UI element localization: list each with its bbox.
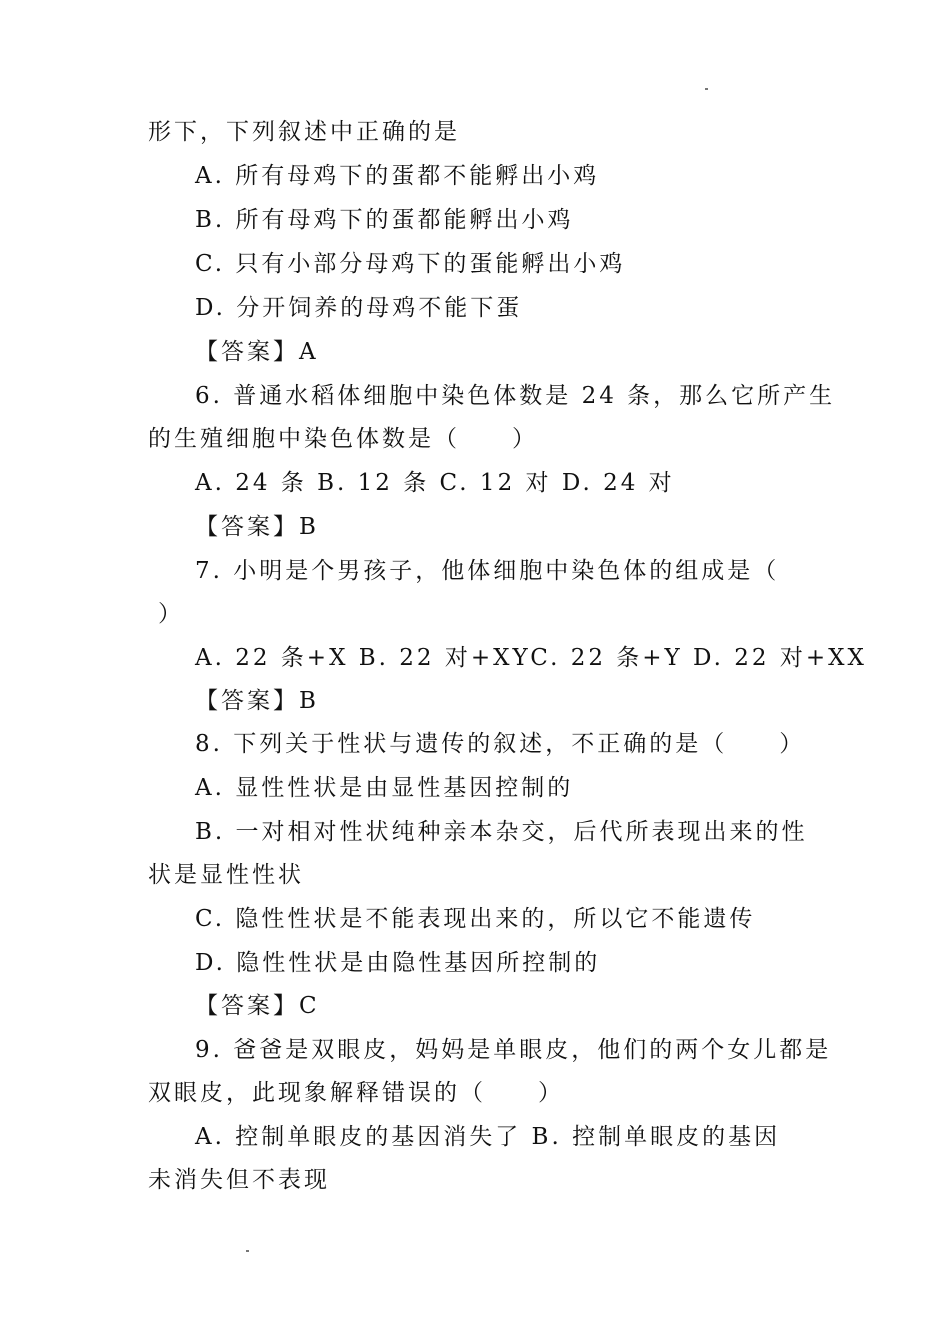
option-c-line: C. 只有小部分母鸡下的蛋能孵出小鸡 xyxy=(195,251,626,277)
answer-line: 【答案】C xyxy=(195,993,320,1019)
question-7-options: A. 22 条+X B. 22 对+XYC. 22 条+Y D. 22 对+XX xyxy=(195,645,867,671)
question-7-line-2: ） xyxy=(158,601,184,627)
option-c-line: C. 隐性性状是不能表现出来的，所以它不能遗传 xyxy=(195,906,756,932)
text-line-1: 形下，下列叙述中正确的是 xyxy=(148,119,460,145)
question-9-line-2: 双眼皮，此现象解释错误的（ ） xyxy=(148,1080,564,1106)
answer-line: 【答案】B xyxy=(195,514,319,540)
question-9-options-line-1: A. 控制单眼皮的基因消失了 B. 控制单眼皮的基因 xyxy=(195,1124,781,1150)
scan-mark-top xyxy=(705,88,708,90)
option-a-line: A. 所有母鸡下的蛋都不能孵出小鸡 xyxy=(195,163,600,189)
answer-line: 【答案】A xyxy=(195,339,319,365)
question-7-line-1: 7. 小明是个男孩子，他体细胞中染色体的组成是（ xyxy=(195,558,780,584)
option-d-line: D. 分开饲养的母鸡不能下蛋 xyxy=(195,295,523,321)
question-6-line-1: 6. 普通水稻体细胞中染色体数是 24 条，那么它所产生 xyxy=(195,383,836,409)
question-8-line: 8. 下列关于性状与遗传的叙述，不正确的是（ ） xyxy=(195,731,806,757)
question-6-line-2: 的生殖细胞中染色体数是（ ） xyxy=(148,426,538,452)
option-b-line: B. 所有母鸡下的蛋都能孵出小鸡 xyxy=(195,207,574,233)
question-9-line-1: 9. 爸爸是双眼皮，妈妈是单眼皮，他们的两个女儿都是 xyxy=(195,1037,832,1063)
option-b-line-2: 状是显性性状 xyxy=(148,862,304,888)
question-6-options: A. 24 条 B. 12 条 C. 12 对 D. 24 对 xyxy=(195,470,675,496)
option-a-line: A. 显性性状是由显性基因控制的 xyxy=(195,775,574,801)
scan-mark-bottom xyxy=(246,1250,249,1252)
answer-line: 【答案】B xyxy=(195,688,319,714)
question-9-options-line-2: 未消失但不表现 xyxy=(148,1167,330,1193)
option-b-line-1: B. 一对相对性状纯种亲本杂交，后代所表现出来的性 xyxy=(195,819,808,845)
option-d-line: D. 隐性性状是由隐性基因所控制的 xyxy=(195,950,601,976)
